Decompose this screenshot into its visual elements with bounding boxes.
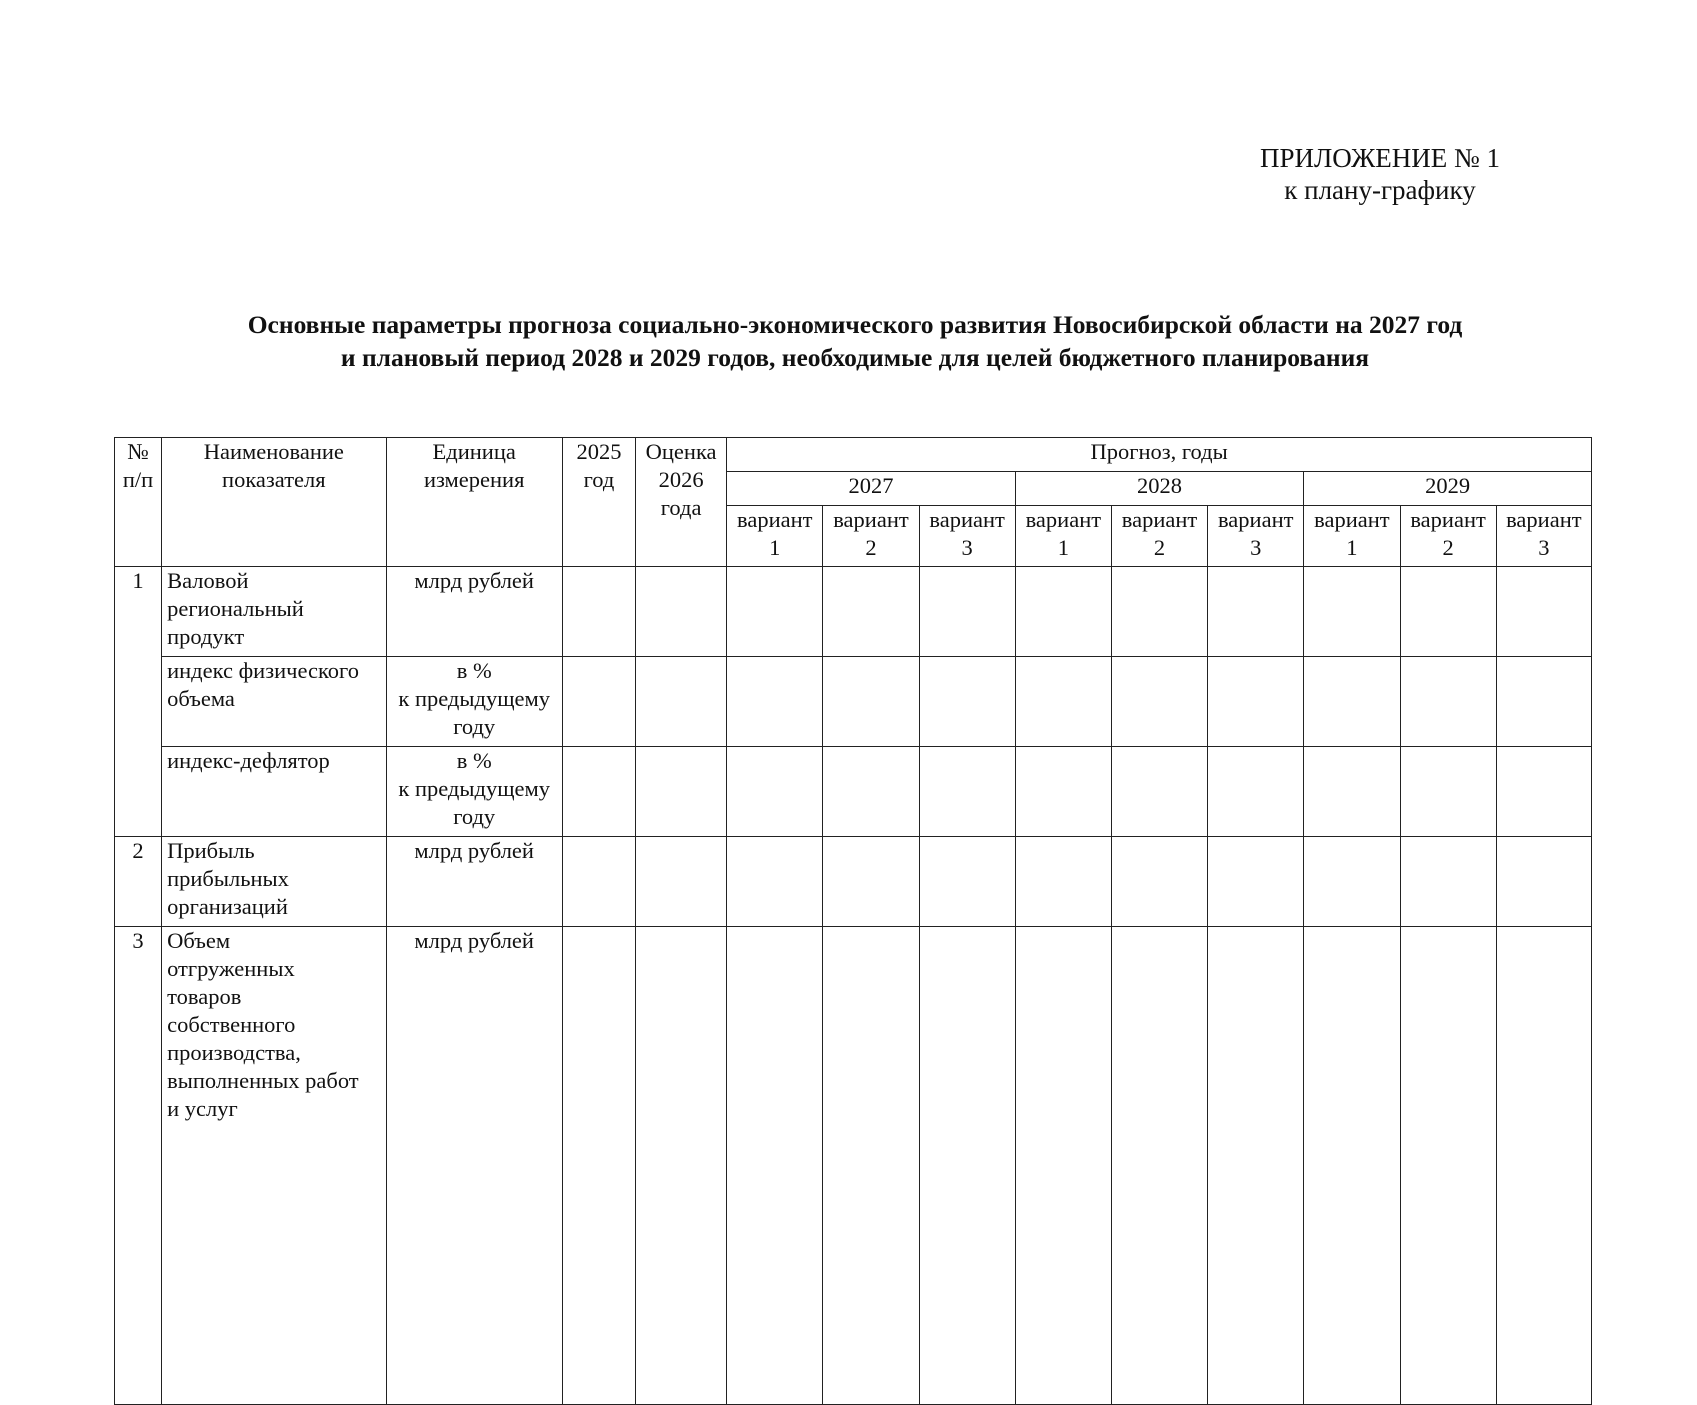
value-cell[interactable] xyxy=(1400,837,1496,927)
unit-of-measure xyxy=(386,657,562,747)
value-cell[interactable] xyxy=(562,567,635,657)
indicator-name xyxy=(162,747,386,837)
header-unit-line-2: измерения xyxy=(423,467,525,492)
document-title xyxy=(115,308,1595,374)
value-cell[interactable] xyxy=(1208,747,1304,837)
value-cell[interactable] xyxy=(727,927,823,1405)
header-variant-2028-2 xyxy=(1111,506,1207,567)
table-row xyxy=(115,567,1592,657)
row-number: 2 xyxy=(115,837,162,927)
value-cell[interactable] xyxy=(1208,927,1304,1405)
unit-line: к предыдущему xyxy=(398,686,550,711)
value-cell[interactable] xyxy=(1208,837,1304,927)
header-variant-number: 1 xyxy=(1057,535,1069,560)
value-cell[interactable] xyxy=(1208,567,1304,657)
header-variant-2029-3 xyxy=(1496,506,1591,567)
value-cell[interactable] xyxy=(1400,567,1496,657)
value-cell[interactable] xyxy=(823,837,919,927)
value-cell[interactable] xyxy=(1015,837,1111,927)
value-cell[interactable] xyxy=(823,567,919,657)
header-variant-label: вариант xyxy=(1217,507,1294,532)
header-variant-number: 3 xyxy=(961,535,973,560)
header-variant-number: 3 xyxy=(1250,535,1262,560)
value-cell[interactable] xyxy=(1496,657,1591,747)
value-cell[interactable] xyxy=(562,657,635,747)
indicator-name-line: Прибыль xyxy=(167,838,255,863)
unit-of-measure xyxy=(386,567,562,657)
table-row xyxy=(115,657,1592,747)
document-title-line-1: Основные параметры прогноза социально-экономического развития Новосибирской области на 2027 год xyxy=(247,310,1463,339)
appendix-label: ПРИЛОЖЕНИЕ № 1 xyxy=(1259,143,1501,173)
unit-line: млрд рублей xyxy=(414,838,534,863)
indicator-name-line: товаров xyxy=(167,984,242,1009)
header-variant-label: вариант xyxy=(1410,507,1486,532)
header-year-2025 xyxy=(562,438,635,567)
header-number-symbol: № xyxy=(127,439,149,464)
unit-line: в % xyxy=(456,658,492,683)
value-cell[interactable] xyxy=(1400,657,1496,747)
unit-of-measure xyxy=(386,927,562,1405)
header-year-2027: 2027 xyxy=(727,472,1016,506)
unit-line: млрд рублей xyxy=(414,928,534,953)
appendix-reference: к плану-графику xyxy=(1284,175,1476,205)
header-variant-number: 2 xyxy=(1442,535,1454,560)
header-variant-2027-3 xyxy=(919,506,1015,567)
header-year-2029: 2029 xyxy=(1304,472,1592,506)
unit-of-measure xyxy=(386,837,562,927)
value-cell[interactable] xyxy=(636,927,727,1405)
document-title-line-2: и плановый период 2028 и 2029 годов, необходимые для целей бюджетного планирования xyxy=(340,343,1370,372)
header-year-2028: 2028 xyxy=(1015,472,1304,506)
header-variant-label: вариант xyxy=(833,507,909,532)
header-variant-label: вариант xyxy=(1121,507,1198,532)
indicator-name-line: Валовой xyxy=(167,568,249,593)
value-cell[interactable] xyxy=(1111,837,1207,927)
indicator-name-line: организаций xyxy=(167,894,288,919)
header-variant-label: вариант xyxy=(737,507,813,532)
indicator-name-line: индекс-дефлятор xyxy=(167,748,330,773)
header-variant-2029-1 xyxy=(1304,506,1400,567)
table-row xyxy=(115,747,1592,837)
value-cell[interactable] xyxy=(919,747,1015,837)
header-variant-2027-2 xyxy=(823,506,919,567)
unit-line: в % xyxy=(456,748,492,773)
value-cell[interactable] xyxy=(1496,747,1591,837)
header-year-2025-line-1: 2025 xyxy=(576,439,622,464)
value-cell[interactable] xyxy=(1015,747,1111,837)
indicator-name-line: производства, xyxy=(167,1040,301,1065)
indicator-name-line: отгруженных xyxy=(167,956,295,981)
unit-line: млрд рублей xyxy=(414,568,534,593)
value-cell[interactable] xyxy=(1015,927,1111,1405)
value-cell[interactable] xyxy=(1304,837,1400,927)
value-cell[interactable] xyxy=(1304,567,1400,657)
value-cell[interactable] xyxy=(1304,927,1400,1405)
indicator-name xyxy=(162,837,386,927)
header-variant-label: вариант xyxy=(929,507,1005,532)
table-row xyxy=(115,837,1592,927)
indicator-name-line: индекс физического xyxy=(167,658,359,683)
header-estimate-line-1: Оценка xyxy=(645,439,717,464)
value-cell[interactable] xyxy=(1304,747,1400,837)
header-number xyxy=(115,438,162,567)
value-cell[interactable] xyxy=(636,567,727,657)
value-cell[interactable] xyxy=(1111,747,1207,837)
header-indicator-name xyxy=(162,438,386,567)
value-cell[interactable] xyxy=(1015,657,1111,747)
value-cell[interactable] xyxy=(823,927,919,1405)
header-variant-number: 2 xyxy=(865,535,877,560)
value-cell[interactable] xyxy=(1496,567,1591,657)
value-cell[interactable] xyxy=(1111,567,1207,657)
indicator-name-line: региональный xyxy=(167,596,304,621)
value-cell[interactable] xyxy=(562,927,635,1405)
header-variant-number: 1 xyxy=(769,535,781,560)
value-cell[interactable] xyxy=(823,657,919,747)
header-estimate-line-2: 2026 xyxy=(658,467,704,492)
value-cell[interactable] xyxy=(1496,927,1591,1405)
indicator-name-line: объема xyxy=(167,686,235,711)
header-variant-number: 1 xyxy=(1346,535,1358,560)
indicator-name-line: Объем xyxy=(167,928,231,953)
value-cell[interactable] xyxy=(1015,567,1111,657)
row-number: 3 xyxy=(115,927,162,1405)
header-variant-2027-1 xyxy=(727,506,823,567)
header-variant-label: вариант xyxy=(1025,507,1102,532)
indicator-name-line: продукт xyxy=(167,624,245,649)
indicator-name xyxy=(162,657,386,747)
header-year-2025-line-2: год xyxy=(583,467,615,492)
unit-line: году xyxy=(453,714,496,739)
header-unit-line-1: Единица xyxy=(432,439,516,464)
value-cell[interactable] xyxy=(727,657,823,747)
row-number: 1 xyxy=(115,567,162,837)
value-cell[interactable] xyxy=(919,837,1015,927)
header-indicator-name-line-2: показателя xyxy=(222,467,326,492)
value-cell[interactable] xyxy=(727,567,823,657)
value-cell[interactable] xyxy=(727,747,823,837)
value-cell[interactable] xyxy=(636,837,727,927)
header-variant-2028-3 xyxy=(1208,506,1304,567)
value-cell[interactable] xyxy=(727,837,823,927)
table-row xyxy=(115,927,1592,1405)
value-cell[interactable] xyxy=(823,747,919,837)
indicator-name xyxy=(162,567,386,657)
unit-line: году xyxy=(453,804,496,829)
header-estimate-2026 xyxy=(636,438,727,567)
header-estimate-line-3: года xyxy=(660,495,702,520)
header-forecast-years: Прогноз, годы xyxy=(727,438,1592,472)
indicator-name-line: выполненных работ xyxy=(167,1068,359,1093)
unit-line: к предыдущему xyxy=(398,776,550,801)
indicator-name-line: собственного xyxy=(167,1012,296,1037)
forecast-parameters-table xyxy=(114,437,1592,1405)
value-cell[interactable] xyxy=(636,657,727,747)
value-cell[interactable] xyxy=(1400,747,1496,837)
header-unit xyxy=(386,438,562,567)
header-indicator-name-line-1: Наименование xyxy=(203,439,344,464)
value-cell[interactable] xyxy=(562,747,635,837)
value-cell[interactable] xyxy=(1400,927,1496,1405)
value-cell[interactable] xyxy=(1111,657,1207,747)
value-cell[interactable] xyxy=(636,747,727,837)
value-cell[interactable] xyxy=(1111,927,1207,1405)
value-cell[interactable] xyxy=(1208,657,1304,747)
appendix-block xyxy=(1230,142,1530,206)
value-cell[interactable] xyxy=(562,837,635,927)
value-cell[interactable] xyxy=(1304,657,1400,747)
value-cell[interactable] xyxy=(919,657,1015,747)
header-variant-2029-2 xyxy=(1400,506,1496,567)
indicator-name xyxy=(162,927,386,1405)
header-variant-number: 2 xyxy=(1153,535,1166,560)
header-variant-number: 3 xyxy=(1538,535,1550,560)
header-variant-label: вариант xyxy=(1314,507,1390,532)
value-cell[interactable] xyxy=(919,927,1015,1405)
header-number-abbr: п/п xyxy=(122,467,154,492)
unit-of-measure xyxy=(386,747,562,837)
indicator-name-line: прибыльных xyxy=(167,866,289,891)
header-variant-2028-1 xyxy=(1015,506,1111,567)
indicator-name-line: и услуг xyxy=(167,1096,238,1121)
value-cell[interactable] xyxy=(1496,837,1591,927)
value-cell[interactable] xyxy=(919,567,1015,657)
header-variant-label: вариант xyxy=(1506,507,1582,532)
